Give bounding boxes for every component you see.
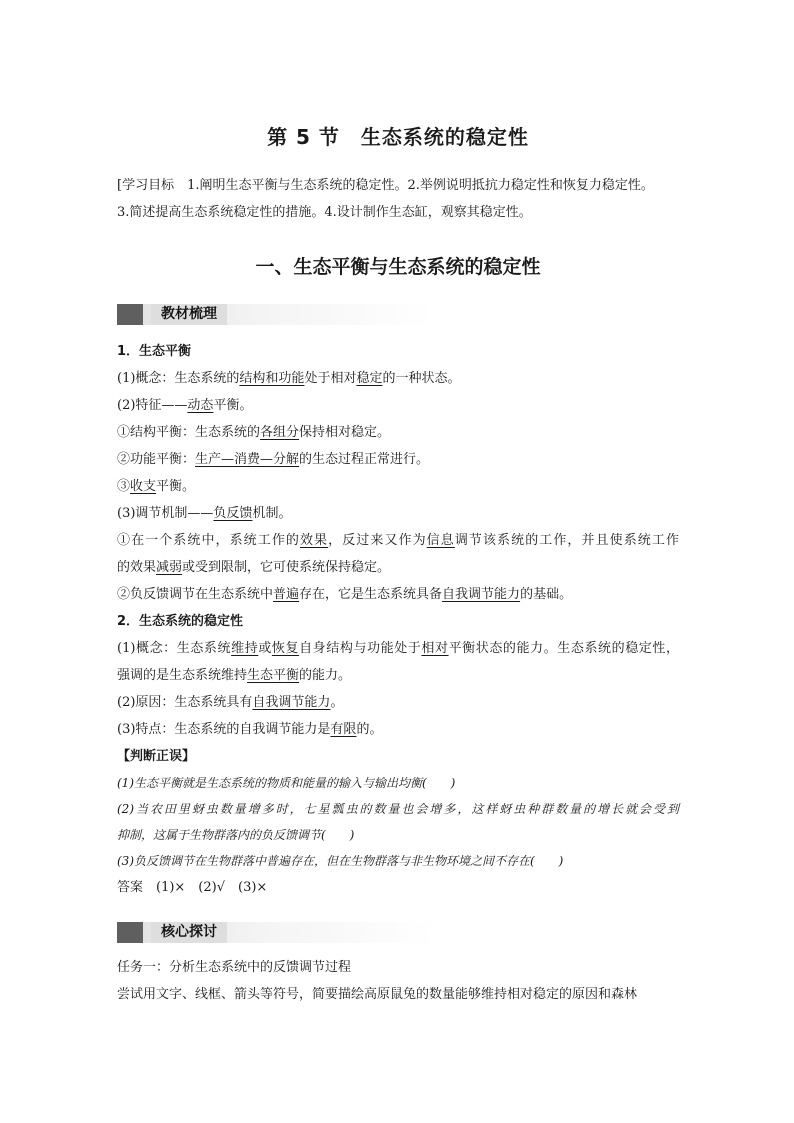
section-bar-core-discussion (117, 922, 435, 943)
task-1-title: 任务一：分析生态系统中的反馈调节过程 (117, 960, 352, 975)
underlined-term: 稳定 (356, 371, 383, 386)
subheading-stability: 2．生态系统的稳定性 (117, 614, 244, 629)
underlined-term: 维持 (231, 641, 259, 656)
concept-line: (1)概念：生态系统的结构和功能处于相对稳定的一种状态。 (117, 371, 461, 386)
bar-label: 核心探讨 (151, 922, 227, 943)
underlined-term: 恢复 (271, 641, 300, 656)
underlined-term: 生态平衡 (247, 668, 300, 683)
function-balance-line: ②功能平衡：生产—消费—分解的生态过程正常进行。 (117, 452, 430, 467)
budget-balance-line: ③收支平衡。 (117, 479, 196, 494)
judge-questions (117, 770, 679, 874)
underlined-term: 各组分 (260, 425, 300, 440)
underlined-term: 自我调节能力 (252, 695, 331, 710)
section-heading: 一、生态平衡与生态系统的稳定性 (255, 256, 541, 278)
underlined-term: 普遍 (273, 587, 300, 602)
underlined-term: 收支 (130, 479, 157, 494)
underlined-term: 减弱 (156, 560, 183, 575)
underlined-term: 负反馈 (213, 506, 253, 521)
underlined-term: 生产—消费—分解 (195, 452, 300, 467)
objectives-line-2: 3.简述提高生态系统稳定性的措施。4.设计制作生态缸，观察其稳定性。 (117, 205, 532, 220)
feedback-line-1b: 的效果减弱或受到限制，它可使系统保持稳定。 (117, 560, 391, 575)
section-bar-textbook (117, 304, 435, 325)
textbook-content (117, 338, 679, 901)
judge-question-2b: 抑制，这属于生物群落内的负反馈调节( ) (117, 828, 355, 842)
underlined-term: 效果 (299, 533, 329, 548)
mechanism-line: (3)调节机制——负反馈机制。 (117, 506, 292, 521)
underlined-term: 动态 (187, 398, 214, 413)
bar-label: 教材梳理 (151, 304, 227, 325)
underlined-term: 信息 (426, 533, 455, 548)
learning-objectives (117, 172, 679, 226)
page-title: 第 5 节 生态系统的稳定性 (267, 125, 529, 149)
underlined-term: 自我调节能力 (442, 587, 521, 602)
feedback-line-2: ②负反馈调节在生态系统中普遍存在，它是生态系统具备自我调节能力的基础。 (117, 587, 573, 602)
structure-balance-line: ①结构平衡：生态系统的各组分保持相对稳定。 (117, 425, 391, 440)
judge-heading: 【判断正误】 (117, 749, 196, 764)
answer-line: 答案 (1)× (2)√ (3)× (117, 880, 268, 895)
underlined-term: 相对 (421, 641, 449, 656)
stability-concept-line-b: 强调的是生态系统维持生态平衡的能力。 (117, 668, 352, 683)
subheading-ecological-balance: 1．生态平衡 (117, 344, 192, 359)
trait-line: (3)特点：生态系统的自我调节能力是有限的。 (117, 722, 383, 737)
judge-question-1: (1)生态平衡就是生态系统的物质和能量的输入与输出均衡( ) (117, 776, 456, 790)
feature-line: (2)特征——动态平衡。 (117, 398, 253, 413)
feedback-line-1a: ①在一个系统中，系统工作的效果，反过来又作为信息调节该系统的工作，并且使系统工作 (117, 533, 679, 548)
task-1-text: 尝试用文字、线框、箭头等符号，简要描绘高原鼠兔的数量能够维持相对稳定的原因和森林 (117, 987, 638, 1002)
underlined-term: 结构和功能 (239, 371, 305, 386)
judge-question-2a: (2)当农田里蚜虫数量增多时，七星瓢虫的数量也会增多，这样蚜虫种群数量的增长就会受到 (117, 802, 679, 816)
core-discussion-content (117, 954, 679, 1008)
underlined-term: 有限 (330, 722, 357, 737)
objectives-line-1: [学习目标 1.阐明生态平衡与生态系统的稳定性。2.举例说明抵抗力稳定性和恢复力稳定性。 (117, 178, 654, 193)
reason-line: (2)原因：生态系统具有自我调节能力。 (117, 695, 344, 710)
judge-question-3: (3)负反馈调节在生物群落中普遍存在，但在生物群落与非生物环境之间不存在( ) (117, 854, 564, 868)
stability-concept-line-a: (1)概念：生态系统维持或恢复自身结构与功能处于相对平衡状态的能力。生态系统的稳定性， (117, 641, 679, 656)
